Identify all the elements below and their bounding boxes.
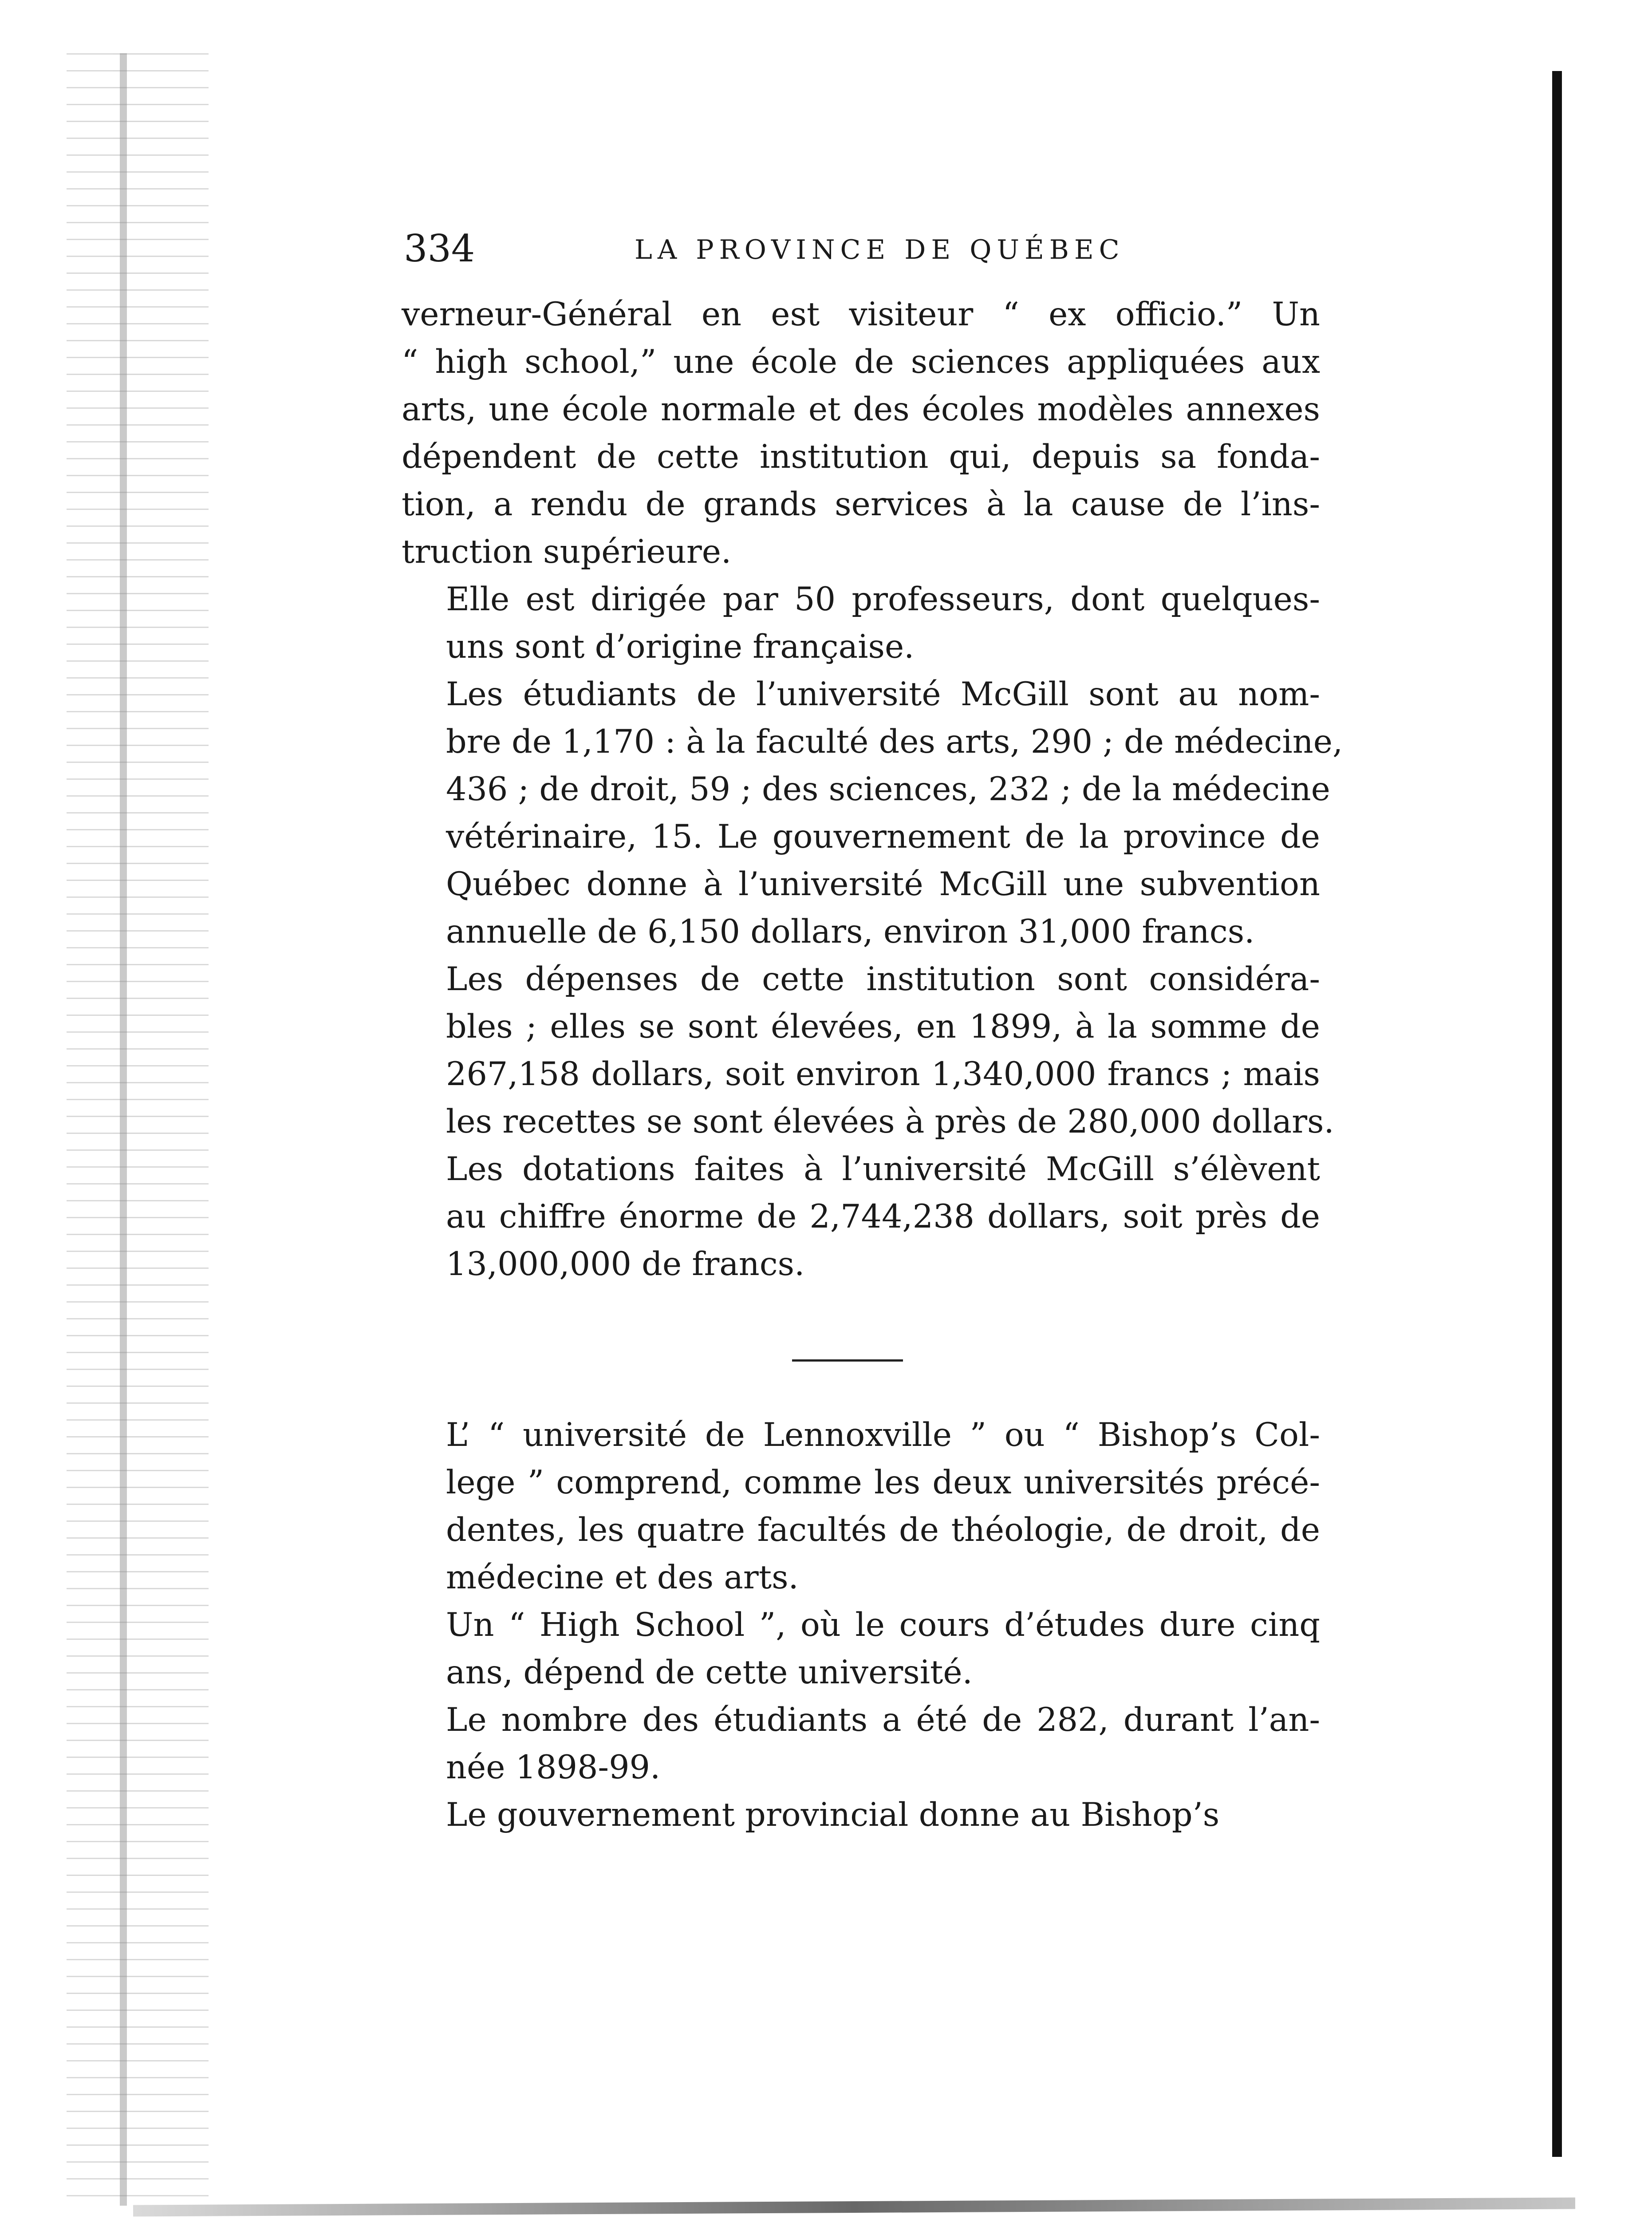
text-line: ans, dépend de cette université. [446,1654,973,1691]
text-line: dépendent de cette institution qui, depuis sa fonda- [402,438,1320,476]
text-line: 436 ; de droit, 59 ; des sciences, 232 ; de la médecine [446,770,1330,808]
text-line: bles ; elles se sont élevées, en 1899, à la somme de [446,1008,1320,1046]
text-line: “ high school,” une école de sciences appliquées aux [402,343,1320,381]
text-line: Elle est dirigée par 50 professeurs, dont quelques- [446,580,1320,618]
paragraph [402,1601,1320,1696]
page-number: 334 [404,227,475,270]
text-line: 267,158 dollars, soit environ 1,340,000 francs ; mais [446,1055,1320,1093]
running-title: LA PROVINCE DE QUÉBEC [635,234,1125,265]
text-line: tion, a rendu de grands services à la cause de l’ins- [402,486,1320,523]
scan-shadow-bottom [133,2197,1575,2216]
text-line: 13,000,000 de francs. [446,1245,805,1283]
text-line: Les étudiants de l’université McGill sont au nom- [446,675,1320,713]
text-line: dentes, les quatre facultés de théologie, de droit, de [446,1511,1320,1549]
text-line: uns sont d’origine française. [446,628,915,666]
scan-shadow-left [67,53,209,2206]
paragraph [402,671,1343,956]
text-line: Les dépenses de cette institution sont considéra- [446,960,1320,998]
text-line: Québec donne à l’université McGill une subvention [446,865,1320,903]
text-line: truction supérieure. [402,533,732,571]
text-line: annuelle de 6,150 dollars, environ 31,000 francs. [446,913,1255,951]
text-line: arts, une école normale et des écoles modèles annexes [402,391,1320,428]
section-lennoxville [402,1411,1320,1839]
paragraph [402,1696,1320,1791]
text-line: Le gouvernement provincial donne au Bishop’s [446,1796,1220,1834]
text-line: née 1898-99. [446,1749,661,1786]
paragraph [402,1411,1320,1601]
paragraph [402,291,1320,576]
paragraph [402,956,1334,1145]
text-line: Un “ High School ”, où le cours d’études dure cinq [446,1606,1320,1644]
section-mcgill [402,291,1343,1288]
text-line: vétérinaire, 15. Le gouvernement de la province de [446,818,1320,856]
text-line: verneur-Général en est visiteur “ ex officio.” Un [402,296,1320,333]
paragraph [402,1791,1320,1839]
text-line: bre de 1,170 : à la faculté des arts, 290 ; de médecine, [446,723,1343,761]
text-line: lege ” comprend, comme les deux universités précé- [446,1464,1320,1501]
paragraph [402,576,1320,671]
scan-shadow-right [1552,71,1562,2157]
text-line: médecine et des arts. [446,1559,799,1596]
text-line: au chiffre énorme de 2,744,238 dollars, soit près de [446,1198,1320,1236]
paragraph [402,1145,1320,1288]
text-line: les recettes se sont élevées à près de 280,000 dollars. [446,1103,1334,1141]
text-line: Les dotations faites à l’université McGill s’élèvent [446,1150,1320,1188]
section-divider [792,1359,903,1362]
text-line: Le nombre des étudiants a été de 282, durant l’an- [446,1701,1320,1739]
page-header [404,229,1309,268]
text-line: L’ “ université de Lennoxville ” ou “ Bishop’s Col- [446,1416,1320,1454]
